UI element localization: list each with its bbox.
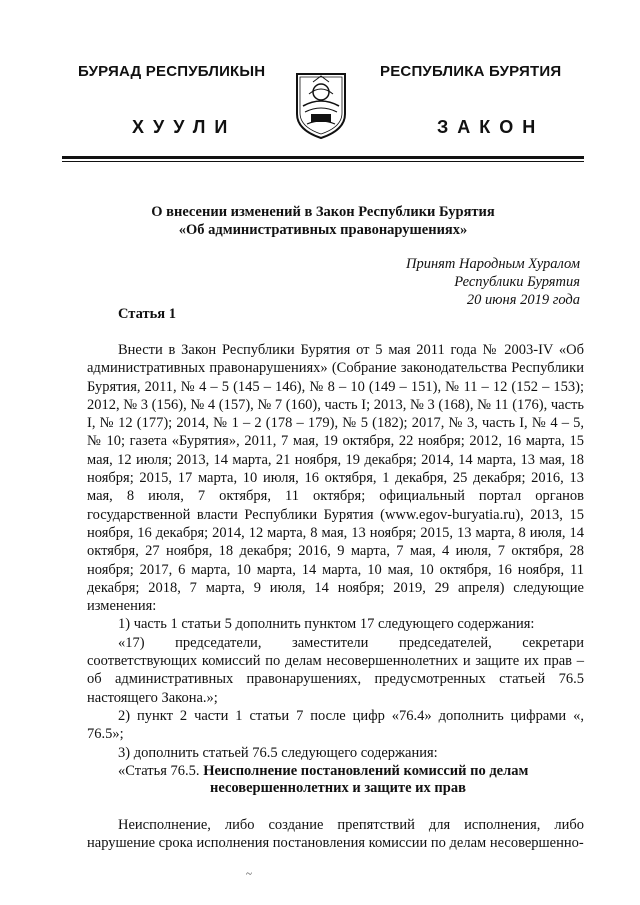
- article-1-paragraph: 1) часть 1 статьи 5 дополнить пунктом 17 следующего содержания:: [118, 616, 535, 633]
- header-right-title: РЕСПУБЛИКА БУРЯТИЯ: [380, 63, 562, 80]
- adoption-date: 20 июня 2019 года: [466, 292, 580, 308]
- article-1-paragraph: Внести в Закон Республики Бурятия от 5 мая 2011 года № 2003-IV «Об административных правонарушениях» (Собрание законодательства Республики Бурятия, 2011, № 4 – 5 (145 – 146), № 8 – 10 (149 – 151), № 11 – 12 (152 – 153); 2012, № 3 (156), № 4 (157), № 7 (160), часть I; 2013, № 3 (168), № 11 (176), часть I, № 12 (177); 2014, № 1 – 2 (178 – 179), № 5 (182); 2017, № 3, часть I, № 4 – 5, № 10; газета «Бурятия», 2011, 7 мая, 19 октября, 22 ноября; 2012, 16 марта, 15 мая, 12 июля; 2013, 14 марта, 21 ноября, 19 декабря; 2014, 14 марта, 13 мая, 18 ноября; 2015, 17 марта, 10 июля, 16 октября, 1 декабря, 25 декабря; 2016, 13 мая, 8 июля, 7 октября, 11 октября; официальный портал органов государственной власти Республики Бурятия (www.egov-buryatia.ru), 2013, 15 ноября, 16 декабря; 2014, 12 марта, 8 мая, 13 ноября; 2015, 13 марта, 8 июля, 14 октября, 27 ноября, 18 декабря; 2016, 9 марта, 7 мая, 4 июля, 7 октября, 28 ноября; 2017, 6 марта, 10 марта, 14 марта, 10 мая, 10 октября, 16 ноября, 11 декабря; 2018, 7 марта, 9 июля, 14 ноября; 2019, 29 апреля) следующие изменения:: [87, 342, 584, 615]
- doc-type-buryat: ХУУЛИ: [132, 117, 237, 137]
- doc-type-russian: ЗАКОН: [437, 117, 545, 137]
- article-1-paragraph: 2) пункт 2 части 1 статьи 7 после цифр «76.4» дополнить цифрами «, 76.5»;: [87, 707, 584, 743]
- article-1-paragraph: «17) председатели, заместители председателей, секретари соответствующих комиссий по делам несовершеннолетних и защите их прав – об административных правонарушениях, предусмотренных статьей 76.5 настоящего Закона.»;: [87, 634, 584, 706]
- article-1-paragraph: 3) дополнить статьей 76.5 следующего содержания:: [118, 744, 438, 761]
- article-76-5-paragraph: Неисполнение, либо создание препятствий для исполнения, либо нарушение срока исполнения постановления комиссии по делам несовершенно-: [87, 817, 584, 852]
- header-left-title: БУРЯАД РЕСПУБЛИКЫН: [78, 63, 266, 80]
- article-76-5-title-line-1: Неисполнение постановлений комиссий по делам: [203, 763, 529, 779]
- article-1-heading: Статья 1: [118, 306, 176, 322]
- page-mark: ~: [246, 868, 252, 880]
- article-76-5-title-line-2: несовершеннолетних и защите их прав: [210, 780, 466, 796]
- law-title-line-1: О внесении изменений в Закон Республики Бурятия: [151, 204, 495, 220]
- header-divider-thin: [62, 161, 584, 162]
- adoption-line-2: Республики Бурятия: [454, 274, 580, 290]
- article-76-5-heading: [118, 762, 584, 780]
- coat-of-arms-icon: [293, 70, 349, 140]
- article-76-5-prefix: «Статья 76.5.: [118, 763, 204, 779]
- article-1-body: [87, 341, 584, 762]
- adoption-line-1: Принят Народным Хуралом: [405, 256, 580, 272]
- header-divider: [62, 156, 584, 159]
- law-title-line-2: «Об административных правонарушениях»: [178, 222, 468, 238]
